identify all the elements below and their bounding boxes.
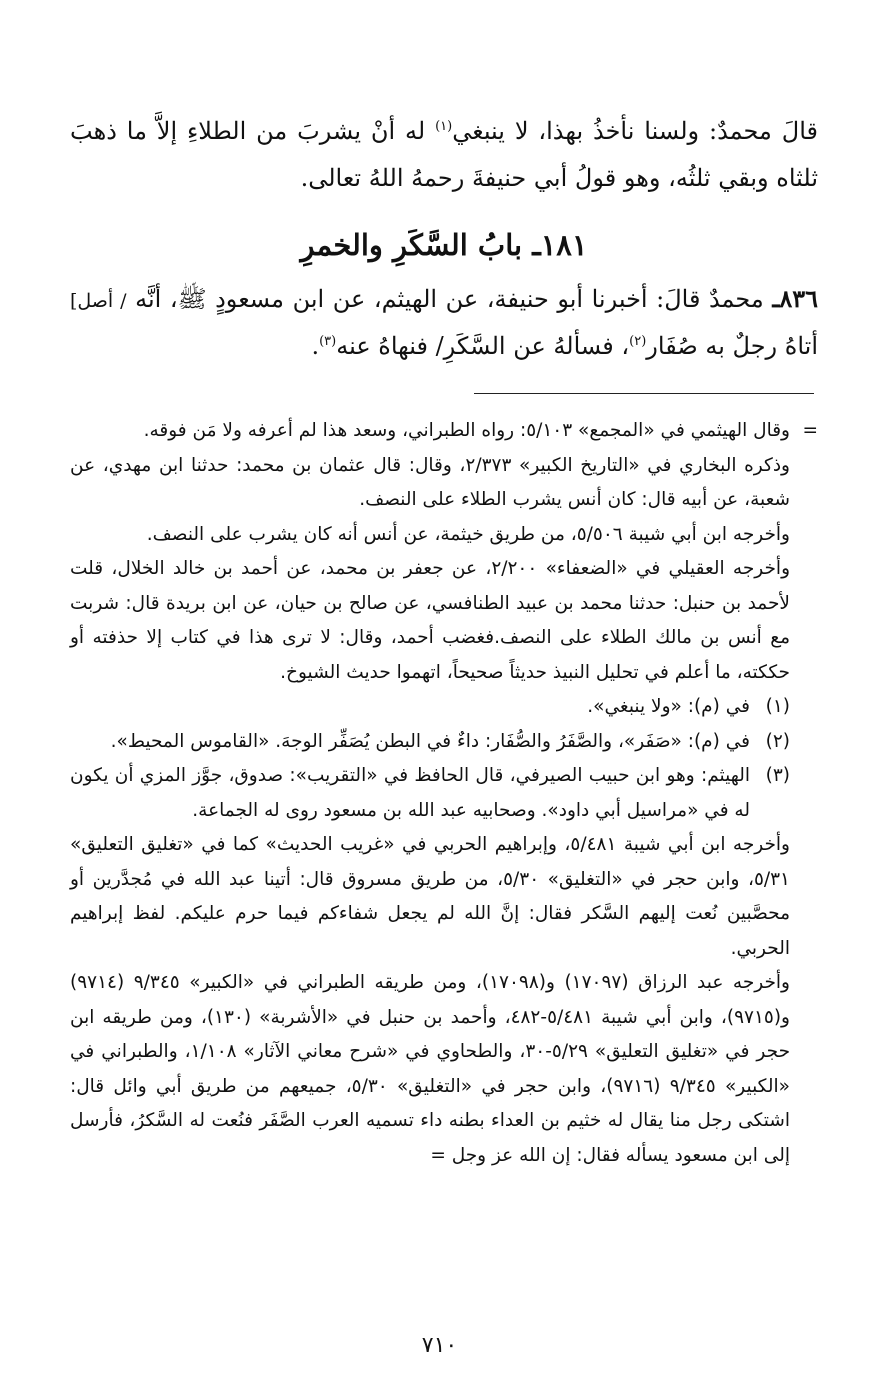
hadith-text-2: أتاهُ رجلٌ به صُفَار [646,332,818,360]
footnote-text: في (م): «ولا ينبغي». [587,696,750,717]
hadith-text-1: محمدٌ قالَ: أخبرنا أبو حنيفة، عن الهيثم، عن ابن مسعودٍ ﷺ، أنَّه [126,285,773,313]
footnote-1 [70,690,790,725]
footnote-ref-2: (٢) [629,334,647,349]
footnotes-section [70,414,818,1173]
footnote-ref-3: (٣) [319,334,337,349]
footnote-text: في (م): «صَفَر»، والصَّفَرُ والصُّفَار: داءٌ في البطن يُصَفِّر الوجهَ. «القاموس المحيط». [110,730,750,752]
continuation-mark: = [802,420,818,441]
page-number: ٧١٠ [421,1333,458,1358]
manuscript-marker: / أصل] [70,290,127,312]
footnote-number: (٣) [765,765,790,786]
note-paragraph: وأخرجه ابن أبي شيبة ٥/٥٠٦، من طريق خيثمة، عن أنس أنه كان يشرب على النصف. [146,523,790,545]
note-paragraph: وقال الهيثمي في «المجمع» ٥/١٠٣: رواه الطبراني، وسعد هذا لم أعرفه ولا مَن فوقه. [143,420,790,441]
hadith-paragraph [70,276,818,369]
main-text-part2: له أنْ يشربَ من الطلاءِ إلاَّ ما ذهبَ ثلثاه وبقي ثلثُه، وهو قولُ أبي حنيفةَ رحمهُ اللهُ تعالى. [70,117,818,192]
footnote-separator [474,393,814,394]
chapter-heading: ١٨١ـ بابُ السَّكَرِ والخمرِ [300,228,588,262]
main-paragraph [70,108,818,202]
footnote-number: (١) [765,696,790,717]
note-paragraph: وذكره البخاري في «التاريخ الكبير» ٢/٣٧٣، وقال: قال عثمان بن محمد: حدثنا ابن مهدي، عن شعبة، عن أبيه قال: كان أنس يشرب الطلاء على النصف. [70,454,790,510]
footnote-2 [70,725,790,760]
note-paragraph: وأخرجه العقيلي في «الضعفاء» ٢/٢٠٠، عن جعفر بن محمد، عن أحمد بن خالد الخلال، قلت لأحمد بن حنبل: حدثنا محمد بن عبيد الطنافسي، عن صالح بن حيان، عن ابن بريدة قال: شربت مع أنس بن مالك الطلاء على النصف.فغضب أحمد، وقال: لا ترى هذا في كتاب إلا حذفته أو حككته، ما أعلم في تحليل النبيذ حديثاً صحيحاً، اتهموا حديث الشيوخ. [70,558,791,683]
footnote-text: الهيثم: وهو ابن حبيب الصيرفي، قال الحافظ في «التقريب»: صدوق، جوَّز المزي أن يكون له في «مراسيل أبي داود». وصحابيه عبد الله بن مسعود روى له الجماعة. [70,765,750,821]
footnote-3 [70,759,790,828]
footnote-number: (٢) [765,730,790,752]
hadith-text-3: ، فسألهُ عن السَّكَرِ/ فنهاهُ عنه [336,332,630,360]
hadith-text-4: . [311,332,320,360]
note-paragraph: وأخرجه عبد الرزاق (١٧٠٩٧) و(١٧٠٩٨)، ومن طريقه الطبراني في «الكبير» ٩/٣٤٥ (٩٧١٤) و(٩٧١٥)، وابن أبي شيبة ٥/٤٨١-٤٨٢، وأحمد بن حنبل في «الأشربة» (١٣٠)، ومن طريقه ابن حجر في «تغليق التعليق» ٥/٢٩-٣٠، والطحاوي في «شرح معاني الآثار» ١/١٠٨، والطبراني في «الكبير» ٩/٣٤٥ (٩٧١٦)، وابن حجر في «التغليق» ٥/٣٠، جميعهم من طريق أبي وائل قال: اشتكى رجل منا يقال له خثيم بن العداء بطنه داء تسميه العرب الصَّفَر فنُعت له السَّكرُ، فأرسل إلى ابن مسعود يسأله فقال: إن الله عز وجل = [70,972,791,1166]
main-text-part1: قالَ محمدٌ: ولسنا نأخذُ بهذا، لا ينبغي [452,117,818,145]
footnote-ref-1: (١) [435,119,453,134]
note-paragraph: وأخرجه ابن أبي شيبة ٥/٤٨١، وإبراهيم الحربي في «غريب الحديث» كما في «تغليق التعليق» ٥/٣١، وابن حجر في «التغليق» ٥/٣٠، من طريق مسروق قال: أتينا عبد الله في مُجدَّرين أو محصَّبين نُعت إليهم السَّكر فقال: إنَّ الله لم يجعل شفاءكم فيما حرم عليكم. لفظ إبراهيم الحربي. [70,834,790,959]
hadith-number: ٨٣٦ـ [772,284,819,313]
page-content [70,108,818,1173]
